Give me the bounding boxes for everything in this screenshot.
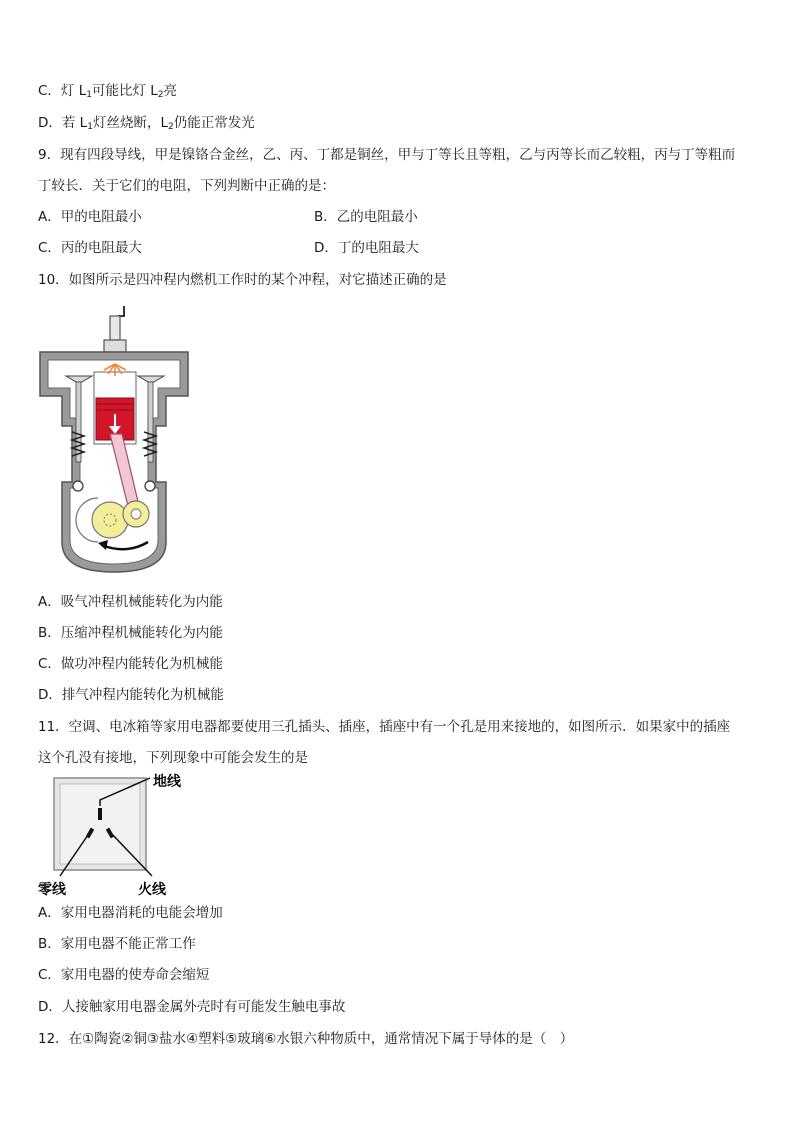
ground-hole bbox=[98, 808, 102, 820]
q11-option-d: D．人接触家用电器金属外壳时有可能发生触电事故 bbox=[38, 999, 346, 1015]
q9-option-a: A．甲的电阻最小 bbox=[38, 209, 142, 225]
q8-option-d: D．若 $L_1$灯丝烧断，$L_2$仍能正常发光 bbox=[38, 115, 255, 132]
engine-diagram bbox=[38, 302, 190, 574]
q10-option-c: C．做功冲程内能转化为机械能 bbox=[38, 656, 223, 672]
q11-stem-line1: 11．空调、电冰箱等家用电器都要使用三孔插头、插座，插座中有一个孔是用来接地的，如图所示．如果家中的插座 bbox=[38, 719, 731, 735]
q10-stem: 10．如图所示是四冲程内燃机工作时的某个冲程，对它描述正确的是 bbox=[38, 272, 447, 288]
q10-option-b: B．压缩冲程机械能转化为内能 bbox=[38, 625, 223, 641]
q10-option-d: D．排气冲程内能转化为机械能 bbox=[38, 687, 224, 703]
socket-face bbox=[60, 784, 140, 864]
label-live: 火线 bbox=[138, 882, 166, 898]
label-ground: 地线 bbox=[153, 774, 181, 790]
q9-option-d: D．丁的电阻最大 bbox=[314, 240, 419, 256]
q11-option-a: A．家用电器消耗的电能会增加 bbox=[38, 905, 223, 921]
q9-stem-line2: 丁较长．关于它们的电阻，下列判断中正确的是： bbox=[38, 178, 335, 194]
q8-option-c: C．灯 $L_1$可能比灯 $L_2$亮 bbox=[38, 83, 178, 100]
q10-option-a: A．吸气冲程机械能转化为内能 bbox=[38, 594, 223, 610]
q9-stem-line1: 9．现有四段导线，甲是镍铬合金丝，乙、丙、丁都是铜丝，甲与丁等长且等粗，乙与丙等长而乙较粗，丙与丁等粗而 bbox=[38, 147, 736, 163]
q11-option-c: C．家用电器的使寿命会缩短 bbox=[38, 967, 210, 983]
q11-option-b: B．家用电器不能正常工作 bbox=[38, 936, 196, 952]
q9-option-c: C．丙的电阻最大 bbox=[38, 240, 142, 256]
q12-stem: 12．在①陶瓷②铜③盐水④塑料⑤玻璃⑥水银六种物质中，通常情况下属于导体的是（ ） bbox=[38, 1031, 574, 1047]
label-neutral: 零线 bbox=[38, 882, 66, 898]
q9-option-b: B．乙的电阻最小 bbox=[314, 209, 418, 225]
socket-diagram bbox=[38, 770, 198, 900]
q11-stem-line2: 这个孔没有接地，下列现象中可能会发生的是 bbox=[38, 750, 308, 766]
